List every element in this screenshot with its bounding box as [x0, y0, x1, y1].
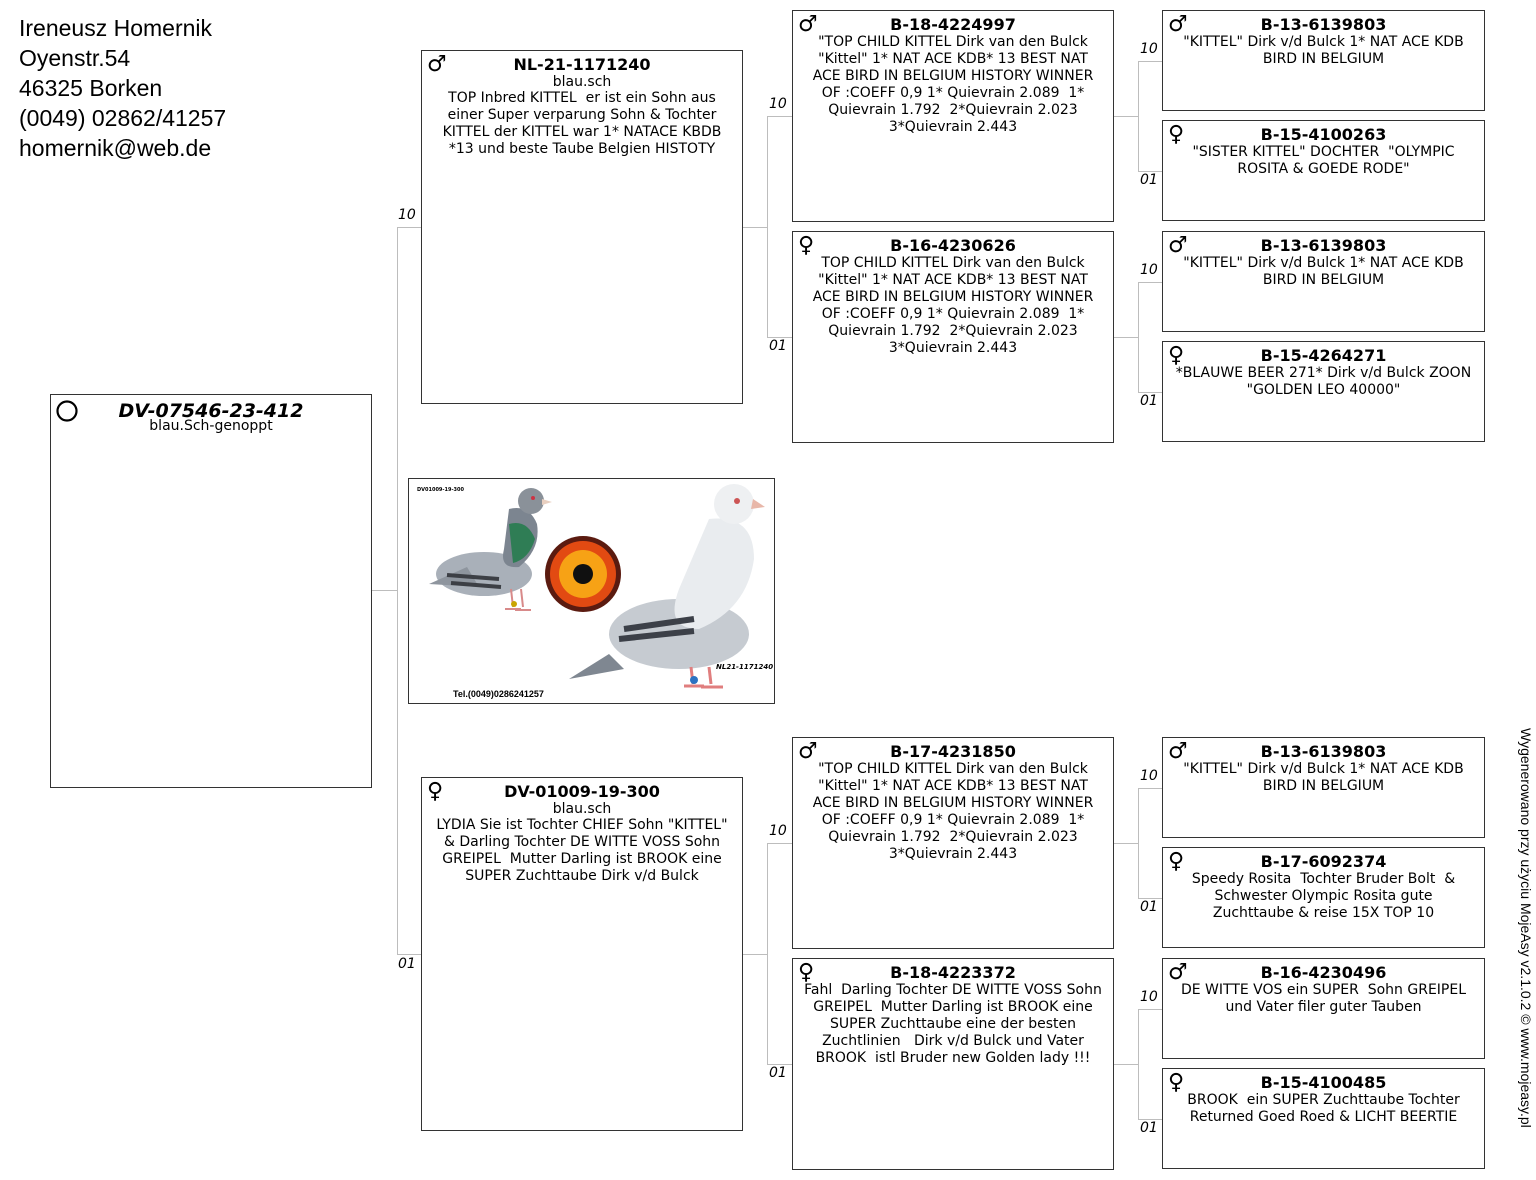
generator-text: Wygenerowano przy użyciu MojeAsy v2.1.0.2 © www.mojeasy.pl [1518, 728, 1534, 1128]
photo-phone: Tel.(0049)0286241257 [453, 689, 544, 699]
ancestor-ring: B-15-4264271 [1260, 346, 1387, 365]
ancestor-card[interactable] [1162, 231, 1485, 332]
ancestor-description: "TOP CHILD KITTEL Dirk van den Bulck "Kittel" 1* NAT ACE KDB* 13 BEST NAT ACE BIRD IN BELGIUM HISTORY WINNER OF :COEFF 0,9 1* Quievrain 2.089 1* Quievrain 1.792 2*Quievrain 2.023 3*Quievrain 2.443 [812, 761, 1098, 862]
sire-color: blau.sch [552, 74, 612, 90]
ancestor-description: Speedy Rosita Tochter Bruder Bolt & Schwester Olympic Rosita gute Zuchttaube & reise 15X TOP 10 [1191, 871, 1460, 921]
ancestor-description: Fahl Darling Tochter DE WITTE VOSS Sohn GREIPEL Mutter Darling ist BROOK eine SUPER Zuchttaube eine der besten Zuchtlinien Dirk v/d Bulck und Vater BROOK istl Bruder new Golden lady !!! [804, 982, 1107, 1066]
dam-mark: 01 [769, 1065, 787, 1081]
photo-caption-ring: NL21-1171240 [716, 663, 774, 671]
ancestor-description: "SISTER KITTEL" DOCHTER "OLYMPIC ROSITA & GOEDE RODE" [1192, 144, 1460, 177]
sire-dam-card[interactable] [792, 231, 1114, 443]
pigeon-photo [408, 478, 775, 704]
sire-ring: NL-21-1171240 [513, 55, 651, 74]
dam-mark: 01 [1140, 172, 1158, 188]
connector-line [371, 590, 397, 591]
ancestor-description: "KITTEL" Dirk v/d Bulck 1* NAT ACE KDB BIRD IN BELGIUM [1183, 255, 1469, 288]
male-icon: ♂ [798, 12, 818, 37]
male-icon: ♂ [798, 739, 818, 764]
female-icon: ♀ [798, 233, 815, 258]
sire-card[interactable] [421, 50, 743, 404]
connector-line [1113, 843, 1138, 844]
female-icon: ♀ [798, 960, 815, 985]
ancestor-card[interactable] [1162, 958, 1485, 1059]
connector-line [397, 227, 398, 954]
owner-phone: (0049) 02862/41257 [19, 105, 227, 131]
ancestor-description: DE WITTE VOS ein SUPER Sohn GREIPEL und Vater filer guter Tauben [1180, 982, 1475, 1015]
connector-line [767, 116, 793, 117]
ancestor-ring: B-17-6092374 [1260, 852, 1387, 871]
male-icon: ♂ [1168, 233, 1188, 258]
dam-mark: 01 [1140, 899, 1158, 915]
sire-sire-card[interactable] [792, 10, 1114, 222]
ancestor-ring: B-13-6139803 [1260, 15, 1387, 34]
sire-mark: 10 [769, 96, 787, 112]
connector-line [1138, 788, 1163, 789]
female-icon: ♀ [1168, 849, 1185, 874]
connector-line [767, 843, 793, 844]
dam-dam-card[interactable] [792, 958, 1114, 1170]
sire-mark: 10 [1140, 768, 1158, 784]
female-icon: ♀ [1168, 122, 1185, 147]
owner-street: Oyenstr.54 [19, 45, 131, 71]
ancestor-ring: B-18-4223372 [890, 963, 1016, 982]
dam-mark: 01 [769, 338, 787, 354]
ancestor-ring: B-13-6139803 [1260, 742, 1387, 761]
ancestor-ring: B-16-4230496 [1260, 963, 1387, 982]
ancestor-description: "KITTEL" Dirk v/d Bulck 1* NAT ACE KDB BIRD IN BELGIUM [1183, 34, 1469, 67]
owner-city: 46325 Borken [19, 75, 163, 101]
connector-line [1138, 1009, 1163, 1010]
ancestor-ring: B-16-4230626 [890, 236, 1016, 255]
dam-mark: 01 [398, 956, 416, 972]
sire-mark: 10 [398, 207, 416, 223]
connector-line [1138, 788, 1139, 898]
ancestor-card[interactable] [1162, 847, 1485, 948]
male-icon: ♂ [1168, 12, 1188, 37]
sire-mark: 10 [1140, 989, 1158, 1005]
dam-ring: DV-01009-19-300 [504, 782, 660, 801]
owner-name: Ireneusz Homernik [19, 15, 213, 41]
ancestor-ring: B-17-4231850 [890, 742, 1016, 761]
unknown-sex-icon [56, 400, 78, 427]
female-icon: ♀ [427, 779, 444, 804]
connector-line [767, 116, 768, 337]
photo-caption-ring-small: DV01009-19-300 [417, 487, 464, 493]
sire-mark: 10 [1140, 41, 1158, 57]
ancestor-description: *BLAUWE BEER 271* Dirk v/d Bulck ZOON "GOLDEN LEO 40000" [1175, 365, 1476, 398]
connector-line [767, 843, 768, 1064]
sire-description: TOP Inbred KITTEL er ist ein Sohn aus einer Super verparung Sohn & Tochter KITTEL der KITTEL war 1* NATACE KBDB *13 und beste Taube Belgien HISTOTY [442, 90, 726, 157]
connector-line [397, 954, 421, 955]
dam-mark: 01 [1140, 1120, 1158, 1136]
connector-line [742, 954, 767, 955]
ancestor-card[interactable] [1162, 341, 1485, 442]
female-icon: ♀ [1168, 1070, 1185, 1095]
ancestor-ring: B-15-4100485 [1260, 1073, 1387, 1092]
dam-description: LYDIA Sie ist Tochter CHIEF Sohn "KITTEL" & Darling Tochter DE WITTE VOSS Sohn GREIPEL Mutter Darling ist BROOK eine SUPER Zuchttaube Dirk v/d Bulck [436, 817, 733, 884]
dam-color: blau.sch [552, 801, 612, 817]
connector-line [1138, 61, 1139, 171]
male-icon: ♂ [1168, 960, 1188, 985]
connector-line [1113, 337, 1138, 338]
ancestor-description: BROOK ein SUPER Zuchttaube Tochter Returned Goed Roed & LICHT BEERTIE [1187, 1092, 1465, 1125]
ancestor-ring: B-18-4224997 [890, 15, 1016, 34]
connector-line [1113, 1064, 1138, 1065]
generator-footer [1512, 728, 1536, 1158]
dam-sire-card[interactable] [792, 737, 1114, 949]
connector-line [1138, 282, 1163, 283]
sire-mark: 10 [769, 823, 787, 839]
subject-color: blau.Sch-genoppt [149, 418, 273, 434]
ancestor-ring: B-15-4100263 [1260, 125, 1387, 144]
ancestor-card[interactable] [1162, 737, 1485, 838]
subject-card[interactable] [50, 394, 372, 788]
ancestor-description: TOP CHILD KITTEL Dirk van den Bulck "Kittel" 1* NAT ACE KDB* 13 BEST NAT ACE BIRD IN BELGIUM HISTORY WINNER OF :COEFF 0,9 1* Quievrain 2.089 1* Quievrain 1.792 2*Quievrain 2.023 3*Quievrain 2.443 [812, 255, 1098, 356]
connector-line [1138, 1009, 1139, 1119]
ancestor-description: "TOP CHILD KITTEL Dirk van den Bulck "Kittel" 1* NAT ACE KDB* 13 BEST NAT ACE BIRD IN BELGIUM HISTORY WINNER OF :COEFF 0,9 1* Quievrain 2.089 1* Quievrain 1.792 2*Quievrain 2.023 3*Quievrain 2.443 [812, 34, 1098, 135]
connector-line [742, 227, 767, 228]
female-icon: ♀ [1168, 343, 1185, 368]
owner-email: homernik@web.de [19, 135, 212, 161]
male-icon: ♂ [1168, 739, 1188, 764]
connector-line [1138, 61, 1163, 62]
ancestor-card[interactable] [1162, 1068, 1485, 1169]
sire-mark: 10 [1140, 262, 1158, 278]
connector-line [397, 227, 421, 228]
connector-line [1138, 282, 1139, 392]
male-icon: ♂ [427, 52, 447, 77]
owner-info [19, 13, 226, 163]
dam-card[interactable] [421, 777, 743, 1131]
ancestor-description: "KITTEL" Dirk v/d Bulck 1* NAT ACE KDB BIRD IN BELGIUM [1183, 761, 1469, 794]
connector-line [1113, 116, 1138, 117]
ancestor-card[interactable] [1162, 120, 1485, 221]
ancestor-card[interactable] [1162, 10, 1485, 111]
ancestor-ring: B-13-6139803 [1260, 236, 1387, 255]
dam-mark: 01 [1140, 393, 1158, 409]
subject-ring: DV-07546-23-412 [118, 400, 304, 422]
